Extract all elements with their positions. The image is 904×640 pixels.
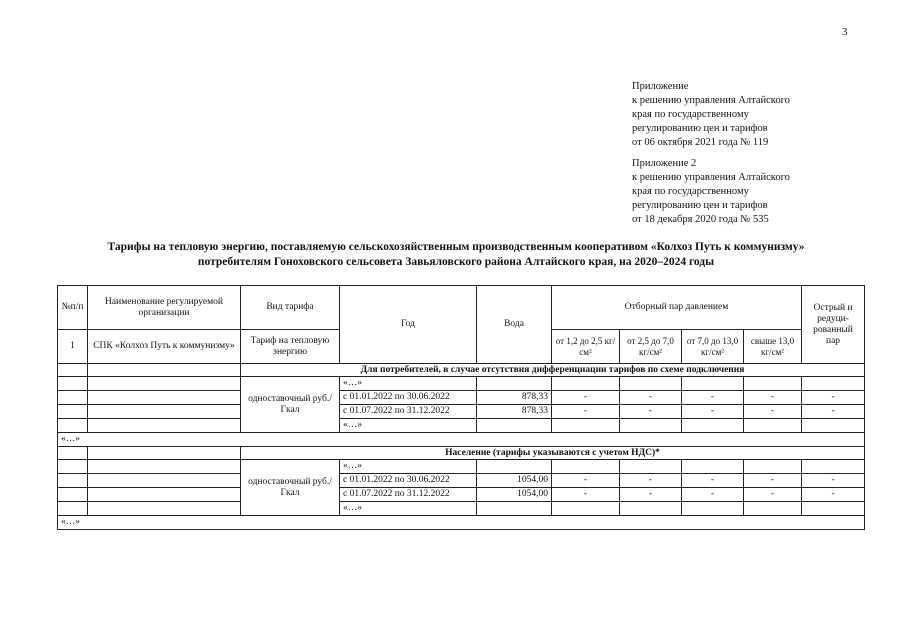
header-pressure-3: от 7,0 до 13,0 кг/см² <box>682 330 744 364</box>
dash-cell: - <box>552 391 620 405</box>
annex-line: регулированию цен и тарифов <box>632 123 768 134</box>
tariff-kind: одноставочный руб./Гкал <box>241 377 340 433</box>
annex-line: края по государственному <box>632 186 749 197</box>
dash-cell: - <box>802 391 865 405</box>
row-num: 1 <box>58 330 88 364</box>
ellipsis: «…» <box>58 433 865 447</box>
dash-cell: - <box>802 488 865 502</box>
water-value: 1054,00 <box>477 474 552 488</box>
water-value: 878,33 <box>477 391 552 405</box>
ellipsis: «…» <box>340 377 477 391</box>
header-pressure-1: от 1,2 до 2,5 кг/см² <box>552 330 620 364</box>
header-type: Вид тарифа <box>241 286 340 330</box>
dash-cell: - <box>620 405 682 419</box>
tariff-kind: одноставочный руб./Гкал <box>241 460 340 516</box>
dash-cell: - <box>744 474 802 488</box>
row-org: СПК «Колхоз Путь к коммунизму» <box>88 330 241 364</box>
title-line-2: потребителям Гоноховского сельсовета Завьяловского района Алтайского края, на 2020–2024 годы <box>197 256 715 268</box>
dash-cell: - <box>744 405 802 419</box>
header-org: Наименование регулируемой организации <box>88 286 241 330</box>
annex-line: регулированию цен и тарифов <box>632 200 768 211</box>
dash-cell: - <box>552 405 620 419</box>
annex-line: Приложение 2 <box>632 158 697 169</box>
header-water: Вода <box>477 286 552 364</box>
dash-cell: - <box>552 488 620 502</box>
dash-cell: - <box>682 488 744 502</box>
period-cell: с 01.07.2022 по 31.12.2022 <box>340 405 477 419</box>
dash-cell: - <box>682 474 744 488</box>
section-heading: Для потребителей, в случае отсутствия дифференциации тарифов по схеме подключения <box>241 364 865 377</box>
ellipsis: «…» <box>340 419 477 433</box>
period-cell: с 01.07.2022 по 31.12.2022 <box>340 488 477 502</box>
row-type: Тариф на тепловую энергию <box>241 330 340 364</box>
period-cell: с 01.01.2022 по 30.06.2022 <box>340 391 477 405</box>
ellipsis: «…» <box>340 460 477 474</box>
dash-cell: - <box>744 391 802 405</box>
ellipsis: «…» <box>340 502 477 516</box>
dash-cell: - <box>620 488 682 502</box>
header-steam: Отборный пар давлением <box>552 286 802 330</box>
table-row <box>58 474 865 488</box>
annex-line: края по государственному <box>632 109 749 120</box>
dash-cell: - <box>682 405 744 419</box>
dash-cell: - <box>682 391 744 405</box>
tariff-table <box>57 285 865 530</box>
table-row <box>58 488 865 502</box>
page-number: 3 <box>842 26 848 38</box>
table-row <box>58 405 865 419</box>
header-pressure-4: свыше 13,0 кг/см² <box>744 330 802 364</box>
title-line-1: Тарифы на тепловую энергию, поставляемую сельскохозяйственным производственным кооперативом «Колхоз Путь к коммунизму» <box>107 241 805 253</box>
dash-cell: - <box>620 391 682 405</box>
ellipsis: «…» <box>58 516 865 530</box>
dash-cell: - <box>744 488 802 502</box>
annex-line: Приложение <box>632 81 689 92</box>
dash-cell: - <box>802 474 865 488</box>
annex-block-1 <box>632 80 790 150</box>
document-title <box>40 240 872 270</box>
section-heading: Население (тарифы указываются с учетом НДС)* <box>241 447 865 460</box>
annex-line: к решению управления Алтайского <box>632 95 790 106</box>
water-value: 878,33 <box>477 405 552 419</box>
dash-cell: - <box>620 474 682 488</box>
header-num: №п/п <box>58 286 88 330</box>
header-pressure-2: от 2,5 до 7,0 кг/см² <box>620 330 682 364</box>
table-row <box>58 391 865 405</box>
annex-line: от 06 октября 2021 года № 119 <box>632 137 769 148</box>
dash-cell: - <box>552 474 620 488</box>
dash-cell: - <box>802 405 865 419</box>
header-year: Год <box>340 286 477 364</box>
header-acute: Острый и редуци-рованный пар <box>802 286 865 364</box>
water-value: 1054,00 <box>477 488 552 502</box>
period-cell: с 01.01.2022 по 30.06.2022 <box>340 474 477 488</box>
annex-line: от 18 декабря 2020 года № 535 <box>632 214 769 225</box>
annex-block-2 <box>632 157 790 227</box>
annex-line: к решению управления Алтайского <box>632 172 790 183</box>
